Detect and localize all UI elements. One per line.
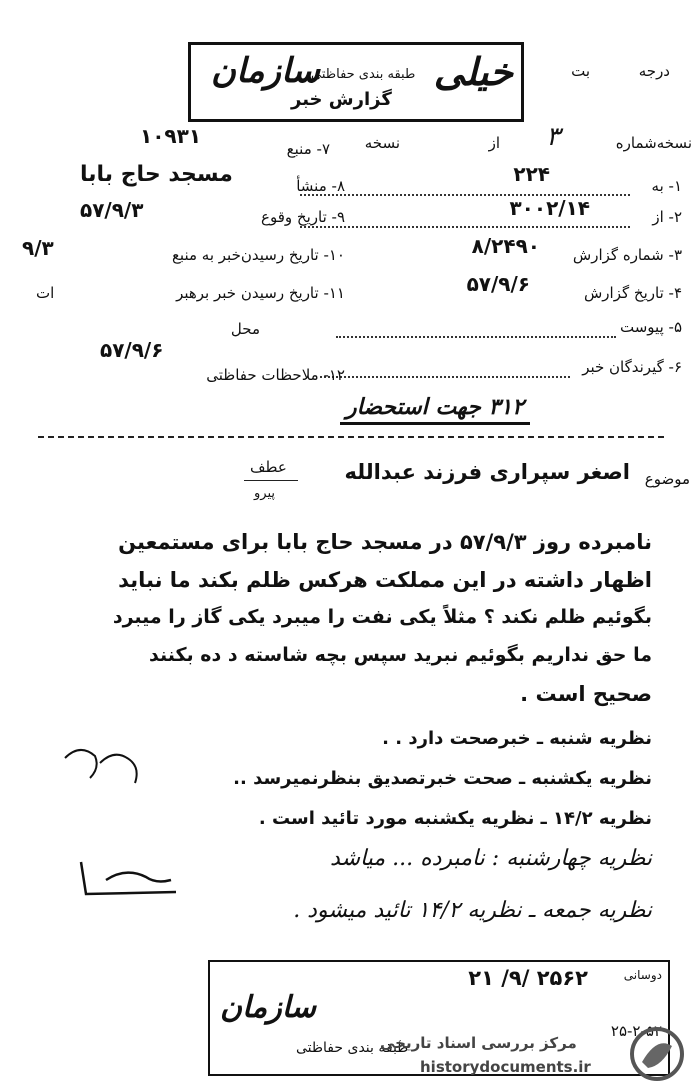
subject-label: موضوع <box>644 470 690 488</box>
report-number-label: ۳- شماره گزارش <box>572 246 682 264</box>
source-label: ۷- منبع <box>286 140 330 158</box>
header-divider <box>38 436 664 438</box>
stamp-top-handwriting: خیلی <box>433 49 513 94</box>
grade-value: بت <box>571 62 590 80</box>
body-line-4: ما حق نداریم بگوئیم نبرید سپس بچه شاسته د ده بکنند <box>149 644 652 666</box>
report-date-label: ۴- تاریخ گزارش <box>584 284 682 302</box>
watermark-name: مرکز بررسی اسناد تاریخی <box>380 1034 577 1052</box>
chief-receipt-value: ات <box>36 284 55 302</box>
from-value: ۳۰۰۲/۱۴ <box>509 196 590 220</box>
action-note: ۳۱۲ جهت استحضار <box>340 394 530 425</box>
opinion-wednesday: نظریه چهارشنبه : نامبرده ... میاشد <box>330 846 652 871</box>
source-receipt-value: ۹/۳ <box>22 236 54 260</box>
recipients-dots <box>320 376 570 378</box>
copy-of-label: از <box>488 134 500 152</box>
origin-value: مسجد حاج بابا <box>80 162 233 187</box>
reference-divider <box>244 480 298 481</box>
event-date-value: ۵۷/۹/۳ <box>80 198 144 222</box>
place-value: ۵۷/۹/۶ <box>100 338 164 362</box>
body-line-5: صحیح است . <box>520 682 652 706</box>
source-receipt-label: ۱۰- تاریخ رسیدن‌خبر به منبع <box>171 246 345 264</box>
followup-label: پیرو <box>254 486 275 501</box>
bottom-stamp-org: سازمان <box>220 990 317 1025</box>
from-dots <box>300 226 630 228</box>
copies-label: نسخه <box>364 134 400 152</box>
from-label: ۲- از <box>652 208 682 226</box>
chief-receipt-label: ۱۱- تاریخ رسیدن خبر برهبر <box>176 284 345 302</box>
source-value: ۱۰۹۳۱ <box>140 124 202 148</box>
event-date-label: ۹- تاریخ وقوع <box>261 208 345 226</box>
watermark-url: historydocuments.ir <box>420 1058 591 1076</box>
body-line-1: نامبرده روز ۵۷/۹/۳ در مسجد حاج بابا برای مستمعین <box>118 530 652 554</box>
to-value: ۲۲۴ <box>513 162 550 186</box>
copy-number-value: ۳ <box>546 122 560 152</box>
place-label: محل <box>230 320 260 338</box>
report-number-value: ۸/۲۴۹۰ <box>471 234 540 258</box>
copy-number-label: نسخه‌شماره <box>615 134 692 152</box>
received-label: دوسانی <box>623 968 662 982</box>
opinion-friday: نظریه جمعه ـ نظریه ۱۴/۲ تائید میشود . <box>293 898 652 923</box>
recipients-label: ۶- گیرندگان خبر <box>582 358 682 376</box>
watermark-logo-icon <box>628 1026 686 1082</box>
handwritten-mark-icon <box>60 738 150 798</box>
top-classification-stamp <box>188 42 524 122</box>
origin-label: ۸- منشأ <box>296 177 345 195</box>
report-title: گزارش خبر <box>291 89 392 110</box>
body-line-2: اظهار داشته در این مملکت هرکس ظلم بکند ما نباید <box>118 568 652 592</box>
bottom-stamp-code: ۲۵-۲-۵۲ <box>610 1022 662 1040</box>
opinion-142: نظریه ۱۴/۲ ـ نظریه یکشنبه مورد تائید است . <box>258 808 652 829</box>
grade-label: درجه <box>638 62 670 80</box>
reference-label: عطف <box>250 458 287 476</box>
report-date-value: ۵۷/۹/۶ <box>466 272 530 296</box>
bottom-stamp-class: طبقه بندی حفاظتی <box>296 1040 409 1056</box>
security-notes-label: ۱۲- ملاحظات حفاظتی <box>206 366 345 384</box>
to-label: ۱- به <box>651 177 682 195</box>
body-line-3: بگوئیم ظلم نکند ؟ مثلاً یکی نفت را میبرد یکی گاز را میبرد <box>112 606 652 628</box>
opinion-sunday: نظریه یکشنبه ـ صحت خبرتصدیق بنظرنمیرسد .. <box>233 768 652 789</box>
attachment-dots <box>336 336 616 338</box>
handwritten-signature-icon <box>76 852 186 902</box>
stamp-classification-label: طبقه بندی حفاظتی <box>311 67 416 82</box>
receipt-number: ۲۵۶۲ /۹/ ۲۱ <box>468 966 588 990</box>
subject-value: اصغر سپراری فرزند عبدالله <box>344 460 630 484</box>
opinion-saturday: نظریه شنبه ـ خبرصحت دارد . . <box>382 728 652 749</box>
attachment-label: ۵- پیوست <box>620 318 682 336</box>
stamp-org-text: سازمان <box>211 51 320 91</box>
